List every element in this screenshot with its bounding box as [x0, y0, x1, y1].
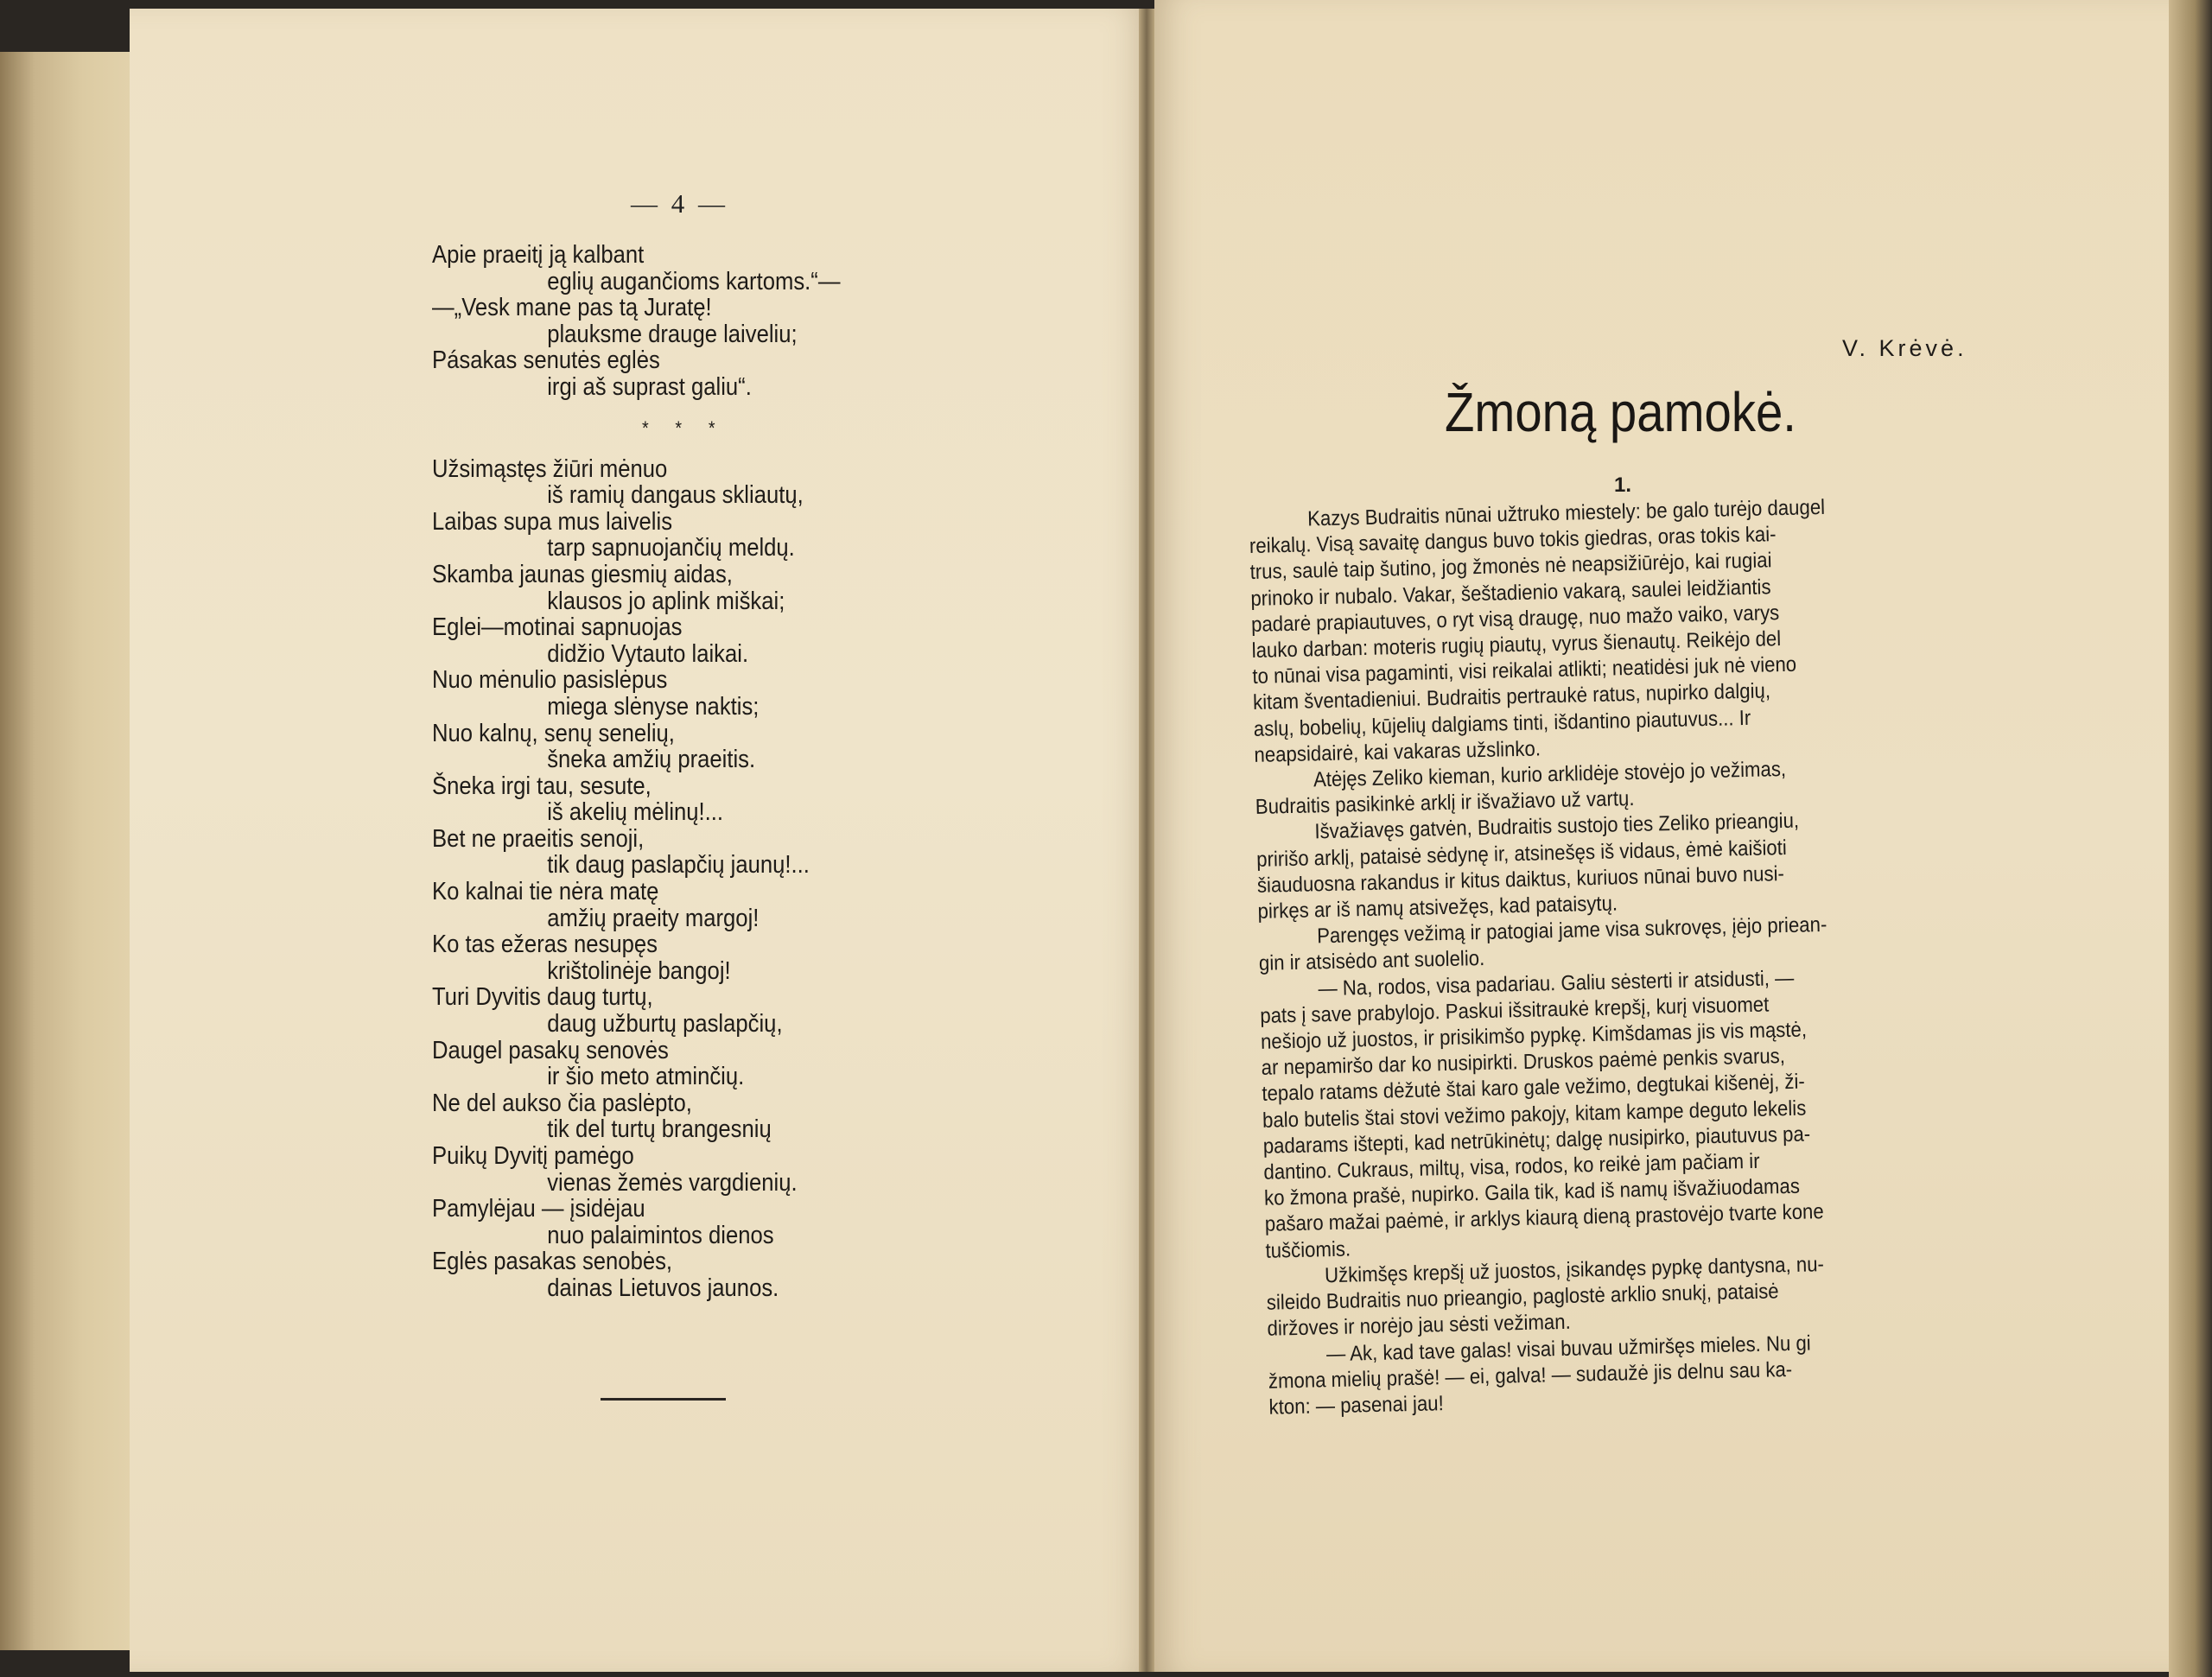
prose-line: pirkęs ar iš namų atsivežęs, kad pataisytų. — [1257, 892, 1618, 924]
prose-line: ko žmona prašė, nupirko. Gaila tik, kad iš namų išvažiuodamas — [1263, 1175, 1801, 1211]
poem-line: Užsimąstęs žiūri mėnuo — [432, 454, 668, 483]
poem-line: Ko tas ežeras nesupęs — [432, 931, 658, 959]
poem-line: amžių praeity margoj! — [547, 904, 760, 932]
prose-line: to nūnai visa pagaminti, visi reikalai atlikti; neatidėsi juk nė vieno — [1252, 652, 1797, 689]
poem-line: klausos jo aplink miškai; — [547, 587, 785, 615]
stanza-separator: * * * — [642, 416, 727, 439]
poem-line: Turi Dyvitis daug turtų, — [432, 983, 653, 1012]
prose-line: Budraitis pasikinkė arklį ir išvažiavo už vartų. — [1255, 787, 1635, 820]
prose-line: kitam šventadieniui. Budraitis pertraukė ratus, nupirko dalgių, — [1252, 679, 1771, 715]
prose-line: prinoko ir nubalo. Vakar, šeštadienio vakarą, saulei leidžiantis — [1250, 575, 1771, 611]
poem-line: Ko kalnai tie nėra matę — [432, 878, 659, 906]
prose-line: ar nepamiršo dar ko nusipirkti. Druskos paėmė penkis svarus, — [1261, 1045, 1786, 1081]
poem-line: Skamba jaunas giesmių aidas, — [432, 560, 733, 588]
prose-line: kton: — pasenai jau! — [1268, 1392, 1445, 1420]
poem-line: Pamylėjau — įsidėjau — [432, 1195, 645, 1223]
poem-line: iš akelių mėlinų!... — [547, 798, 724, 827]
poem-line: didžio Vytauto laikai. — [547, 639, 749, 668]
poem-line: Puikų Dyvitį pamėgo — [432, 1142, 634, 1170]
book-edge-right — [2169, 0, 2212, 1677]
poem-line: dainas Lietuvos jaunos. — [547, 1274, 779, 1302]
poem-line: tarp sapnuojančių meldų. — [547, 534, 795, 562]
book-gutter — [1139, 9, 1154, 1672]
prose-line: reikalų. Visą savaitę dangus buvo tokis giedras, oras tokis kai- — [1249, 523, 1777, 559]
prose-line: Parengęs vežimą ir patogiai jame visa sukrovęs, įėjo priean- — [1316, 913, 1827, 949]
poem-line: —„Vesk mane pas tą Juratę! — [432, 294, 712, 322]
poem-line: daug užburtų paslapčių, — [547, 1010, 783, 1039]
prose-line: pašaro mažai paėmė, ir arklys kiaurą dieną prastovėjo tvarte kone — [1264, 1200, 1825, 1237]
poem-line: Bet ne praeitis senoji, — [432, 824, 645, 853]
prose-line: padarams ištepti, kad netrūkinėtų; dalgę nusipirko, piautuvus pa- — [1262, 1122, 1811, 1159]
story-text — [1249, 492, 1973, 1421]
poem-line: Laibas supa mus laivelis — [432, 507, 673, 536]
poem-line: Nuo kalnų, senų senelių, — [432, 719, 675, 747]
prose-line: tepalo ratams dėžutė štai karo gale vežimo, degtukai kišenėj, ži- — [1262, 1070, 1806, 1107]
prose-line: — Na, rodos, visa padariau. Galiu sėsterti ir atsidusti, — — [1318, 966, 1795, 1000]
poem-line: vienas žemės vargdienių. — [547, 1168, 798, 1197]
prose-line: Užkimšęs krepšį už juostos, įsikandęs pypkę dantysna, nu- — [1324, 1253, 1825, 1288]
poem-line: irgi aš suprast galiu“. — [547, 372, 752, 401]
prose-line: diržoves ir norėjo jau sėsti vežiman. — [1267, 1311, 1571, 1342]
poem-line: Eglės pasakas senobės, — [432, 1248, 673, 1276]
poem-line: krištolinėje bangoj! — [547, 956, 731, 985]
poem-line: Nuo mėnulio pasislėpus — [432, 666, 668, 695]
prose-line: balo butelis štai stovi vežimo pakojy, kitam kampe deguto lekelis — [1262, 1096, 1807, 1133]
prose-line: gin ir atsisėdo ant suolelio. — [1258, 947, 1485, 976]
page-number: — 4 — — [631, 188, 728, 219]
poem-line: eglių augančioms kartoms.“— — [547, 267, 841, 295]
poem-line: Pásakas senutės eglės — [432, 346, 660, 375]
poem-line: plauksme drauge laiveliu; — [547, 320, 798, 348]
poem-line: nuo palaimintos dienos — [547, 1221, 774, 1249]
poem-line: tik del turtų brangesnių — [547, 1115, 772, 1144]
prose-line: Kazys Budraitis nūnai užtruko miestely: be galo turėjo daugel — [1306, 495, 1826, 531]
prose-line: dantino. Cukraus, miltų, visa, rodos, ko reikė jam pačiam ir — [1263, 1149, 1760, 1185]
prose-line: pririšo arklį, pataisė sėdynę ir, atsinešęs iš vidaus, ėmė kaišioti — [1255, 835, 1788, 872]
author-name: V. Krėvė. — [1842, 335, 1967, 361]
prose-line: Išvažiavęs gatvėn, Budraitis sustojo ties Zeliko prieangiu, — [1314, 810, 1800, 844]
poem-line: ir šio meto atminčių. — [547, 1063, 745, 1091]
poem-stanza-2 — [432, 456, 841, 1302]
prose-line: Atėjęs Zeliko kieman, kurio arklidėje stovėjo jo vežimas, — [1313, 757, 1787, 792]
book-edge-left — [0, 52, 138, 1650]
poem-line: Ne del aukso čia paslėpto, — [432, 1089, 692, 1117]
prose-line: tuščiomis. — [1265, 1237, 1351, 1263]
story-title: Žmoną pamokė. — [1445, 381, 1796, 443]
prose-line: padarė prapiautuves, o ryt visą draugę, nuo mažo vaiko, varys — [1250, 600, 1780, 637]
prose-line: lauko darban: moteris rugių piautų, vyrus šienautų. Reikėjo del — [1251, 627, 1782, 663]
prose-line: — Ak, kad tave galas! visai buvau užmiršęs mieles. Nu gi — [1325, 1331, 1811, 1366]
poem-line: Šneka irgi tau, sesute, — [432, 772, 652, 800]
poem-line: miega slėnyse naktis; — [547, 692, 760, 721]
poem-line: Eglei—motinai sapnuojas — [432, 613, 683, 642]
prose-line: šiauduosna rakandus ir kitus daiktus, kuriuos nūnai buvo nusi- — [1256, 861, 1785, 898]
poem-line: Apie praeitį ją kalbant — [432, 241, 645, 269]
poem-line: iš ramių dangaus skliautų, — [547, 481, 804, 510]
end-rule — [601, 1398, 726, 1401]
prose-line: pats į save prabylojo. Paskui išsitraukė krepšį, kurį visuomet — [1260, 993, 1770, 1028]
prose-line: nešiojo už juostos, ir prisikimšo pypkę. Kimšdamas jis vis mąstė, — [1260, 1018, 1808, 1054]
prose-line: sileido Budraitis nuo prieangio, paglostė arklio snukį, pataisė — [1266, 1280, 1779, 1315]
prose-line: neapsidairė, kai vakaras užslinko. — [1254, 737, 1541, 767]
prose-line: žmona mielių prašė! — ei, galva! — sudaužė jis delnu sau ka- — [1268, 1357, 1793, 1394]
poem-line: tik daug paslapčių jaunų!... — [547, 851, 810, 880]
prose-line: aslų, bobelių, kūjelių dalgiams tinti, išdantino piautuvus... Ir — [1253, 706, 1751, 741]
poem-line: Daugel pasakų senovės — [432, 1036, 669, 1064]
poem-line: šneka amžių praeitis. — [547, 746, 756, 774]
prose-line: trus, saulė taip šutino, jog žmonės nė neapsižiūrėjo, kai rugiai — [1249, 549, 1772, 585]
poem-body — [432, 242, 841, 1302]
chapter-number: 1. — [1614, 473, 1632, 497]
poem-stanza-1 — [432, 242, 841, 401]
